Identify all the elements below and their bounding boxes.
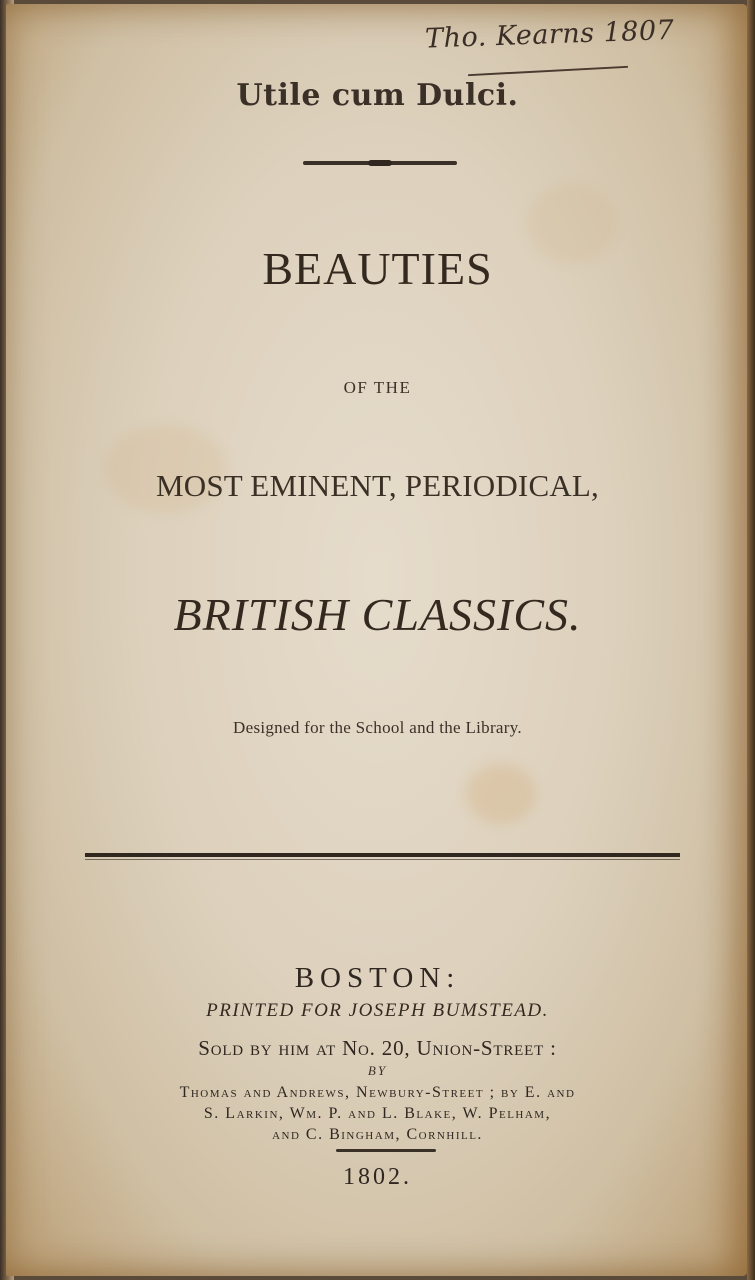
title-classics: BRITISH CLASSICS. bbox=[173, 589, 582, 640]
sellers-line: S. Larkin, Wm. P. and L. Blake, W. Pelham, bbox=[203, 1105, 552, 1122]
title-connector: OF THE bbox=[343, 378, 412, 397]
imprint-sold-by: Sold by him at No. 20, Union-Street : bbox=[198, 1036, 557, 1060]
book-title: BEAUTIES bbox=[262, 243, 493, 294]
imprint-by: BY bbox=[367, 1063, 388, 1078]
foxing-stain bbox=[466, 764, 536, 824]
ornamental-rule bbox=[303, 161, 457, 165]
motto: Utile cum Dulci. bbox=[236, 78, 519, 113]
owner-signature: Tho. Kearns 1807 bbox=[424, 14, 675, 55]
imprint-sellers bbox=[0, 1082, 755, 1145]
designed-for-line: Designed for the School and the Library. bbox=[233, 718, 522, 737]
date-rule bbox=[336, 1149, 436, 1152]
imprint-printed-for: PRINTED FOR JOSEPH BUMSTEAD. bbox=[206, 1000, 549, 1021]
title-subtitle: MOST EMINENT, PERIODICAL, bbox=[155, 468, 599, 503]
sellers-line: Thomas and Andrews, Newbury-Street ; by E. and bbox=[179, 1084, 576, 1101]
divider-rule bbox=[85, 853, 680, 857]
sellers-line: and C. Bingham, Cornhill. bbox=[272, 1126, 483, 1143]
imprint-city: BOSTON: bbox=[294, 962, 461, 994]
publication-year: 1802. bbox=[343, 1164, 412, 1190]
